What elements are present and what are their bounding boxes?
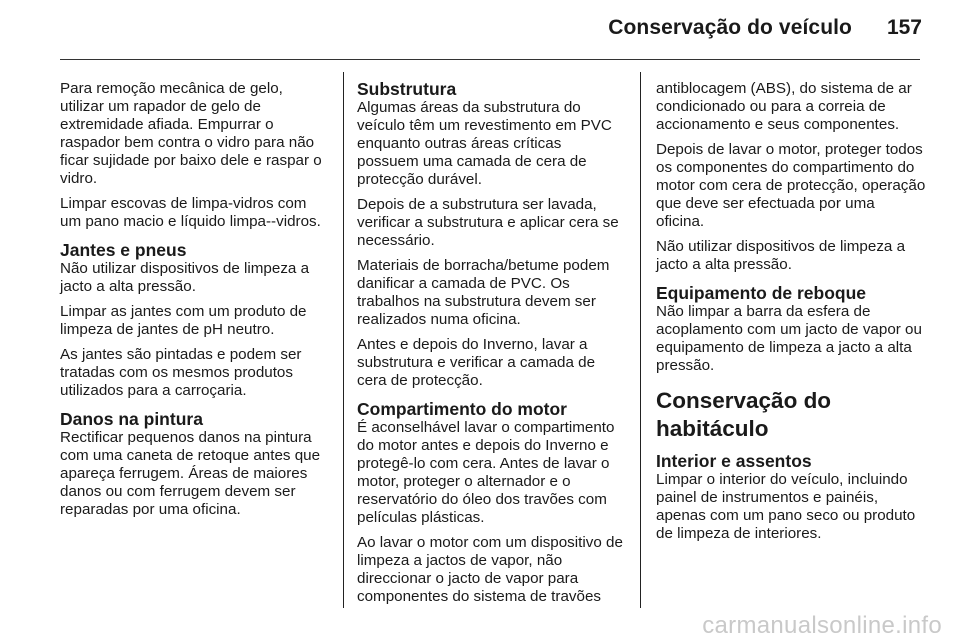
section-heading: Jantes e pneus <box>60 240 187 260</box>
watermark: carmanualsonline.info <box>702 612 942 639</box>
paragraph: Rectificar pequenos danos na pintura com uma caneta de retoque antes que apareça ferrugem. Áreas de maiores danos ou com ferrugem devem ser reparadas por uma oficina. <box>60 429 321 518</box>
paragraph: Antes e depois do Inverno, lavar a substrutura e verificar a camada de cera de protecção. <box>357 336 596 389</box>
section-motor <box>357 400 625 606</box>
section-heading: Danos na pintura <box>60 409 203 429</box>
section-heading: Substrutura <box>357 79 457 99</box>
paragraph: Depois de lavar o motor, proteger todos os componentes do compartimento do motor com cera de protecção, operação que deve ser efectuada por uma oficina. <box>656 141 926 230</box>
paragraph: Materiais de borracha/betume podem danificar a camada de PVC. Os trabalhos na substrutura devem ser realizados numa oficina. <box>357 257 610 328</box>
paragraph: Limpar as jantes com um produto de limpeza de jantes de pH neutro. <box>60 303 307 338</box>
section-interior <box>656 452 926 543</box>
section-substrutura <box>357 80 625 390</box>
section-heading: Compartimento do motor <box>357 399 567 419</box>
paragraph: antiblocagem (ABS), do sistema de ar condicionado ou para a correia de accionamento e seus componentes. <box>656 80 912 133</box>
paragraph: Algumas áreas da substrutura do veículo têm um revestimento em PVC enquanto outras áreas críticas possuem uma camada de cera de protecção durável. <box>357 99 612 188</box>
header-rule <box>60 59 920 60</box>
header-title: Conservação do veículo <box>608 16 852 39</box>
section-reboque <box>656 284 926 375</box>
paragraph: Para remoção mecânica de gelo, utilizar um rapador de gelo de extremidade afiada. Empurrar o raspador bem contra o vidro para não ficar sujidade por baixo dele e raspar o vidro. <box>60 80 322 187</box>
page-header <box>0 0 960 60</box>
paragraph: As jantes são pintadas e podem ser tratadas com os mesmos produtos utilizados para a carroçaria. <box>60 346 302 399</box>
column-1 <box>60 80 326 526</box>
paragraph: Não utilizar dispositivos de limpeza a jacto a alta pressão. <box>60 260 310 295</box>
column-divider-2 <box>640 72 641 608</box>
paragraph: Limpar escovas de limpa-vidros com um pano macio e líquido limpa--vidros. <box>60 195 321 230</box>
chapter-heading: Conservação do habitáculo <box>656 388 832 441</box>
column-3 <box>656 80 926 550</box>
section-jantes <box>60 241 326 400</box>
section-heading: Interior e assentos <box>656 451 812 471</box>
paragraph: Limpar o interior do veículo, incluindo painel de instrumentos e painéis, apenas com um pano seco ou produto de limpeza de interiores. <box>656 471 916 542</box>
paragraph: Não utilizar dispositivos de limpeza a jacto a alta pressão. <box>656 238 906 273</box>
paragraph: É aconselhável lavar o compartimento do motor antes e depois do Inverno e protegê-lo com cera. Antes de lavar o motor, proteger o alternador e o reservatório do óleo dos travões com películas plásticas. <box>357 419 615 526</box>
section-heading: Equipamento de reboque <box>656 283 867 303</box>
page-number: 157 <box>886 16 922 39</box>
paragraph: Ao lavar o motor com um dispositivo de limpeza a jactos de vapor, não direccionar o jacto de vapor para componentes do sistema de travões <box>357 534 623 605</box>
paragraph: Não limpar a barra da esfera de acoplamento com um jacto de vapor ou equipamento de limpeza a jacto a alta pressão. <box>656 303 922 374</box>
column-divider-1 <box>343 72 344 608</box>
section-danos <box>60 410 326 519</box>
paragraph: Depois de a substrutura ser lavada, verificar a substrutura e aplicar cera se necessário. <box>357 196 619 249</box>
column-2 <box>357 80 625 613</box>
